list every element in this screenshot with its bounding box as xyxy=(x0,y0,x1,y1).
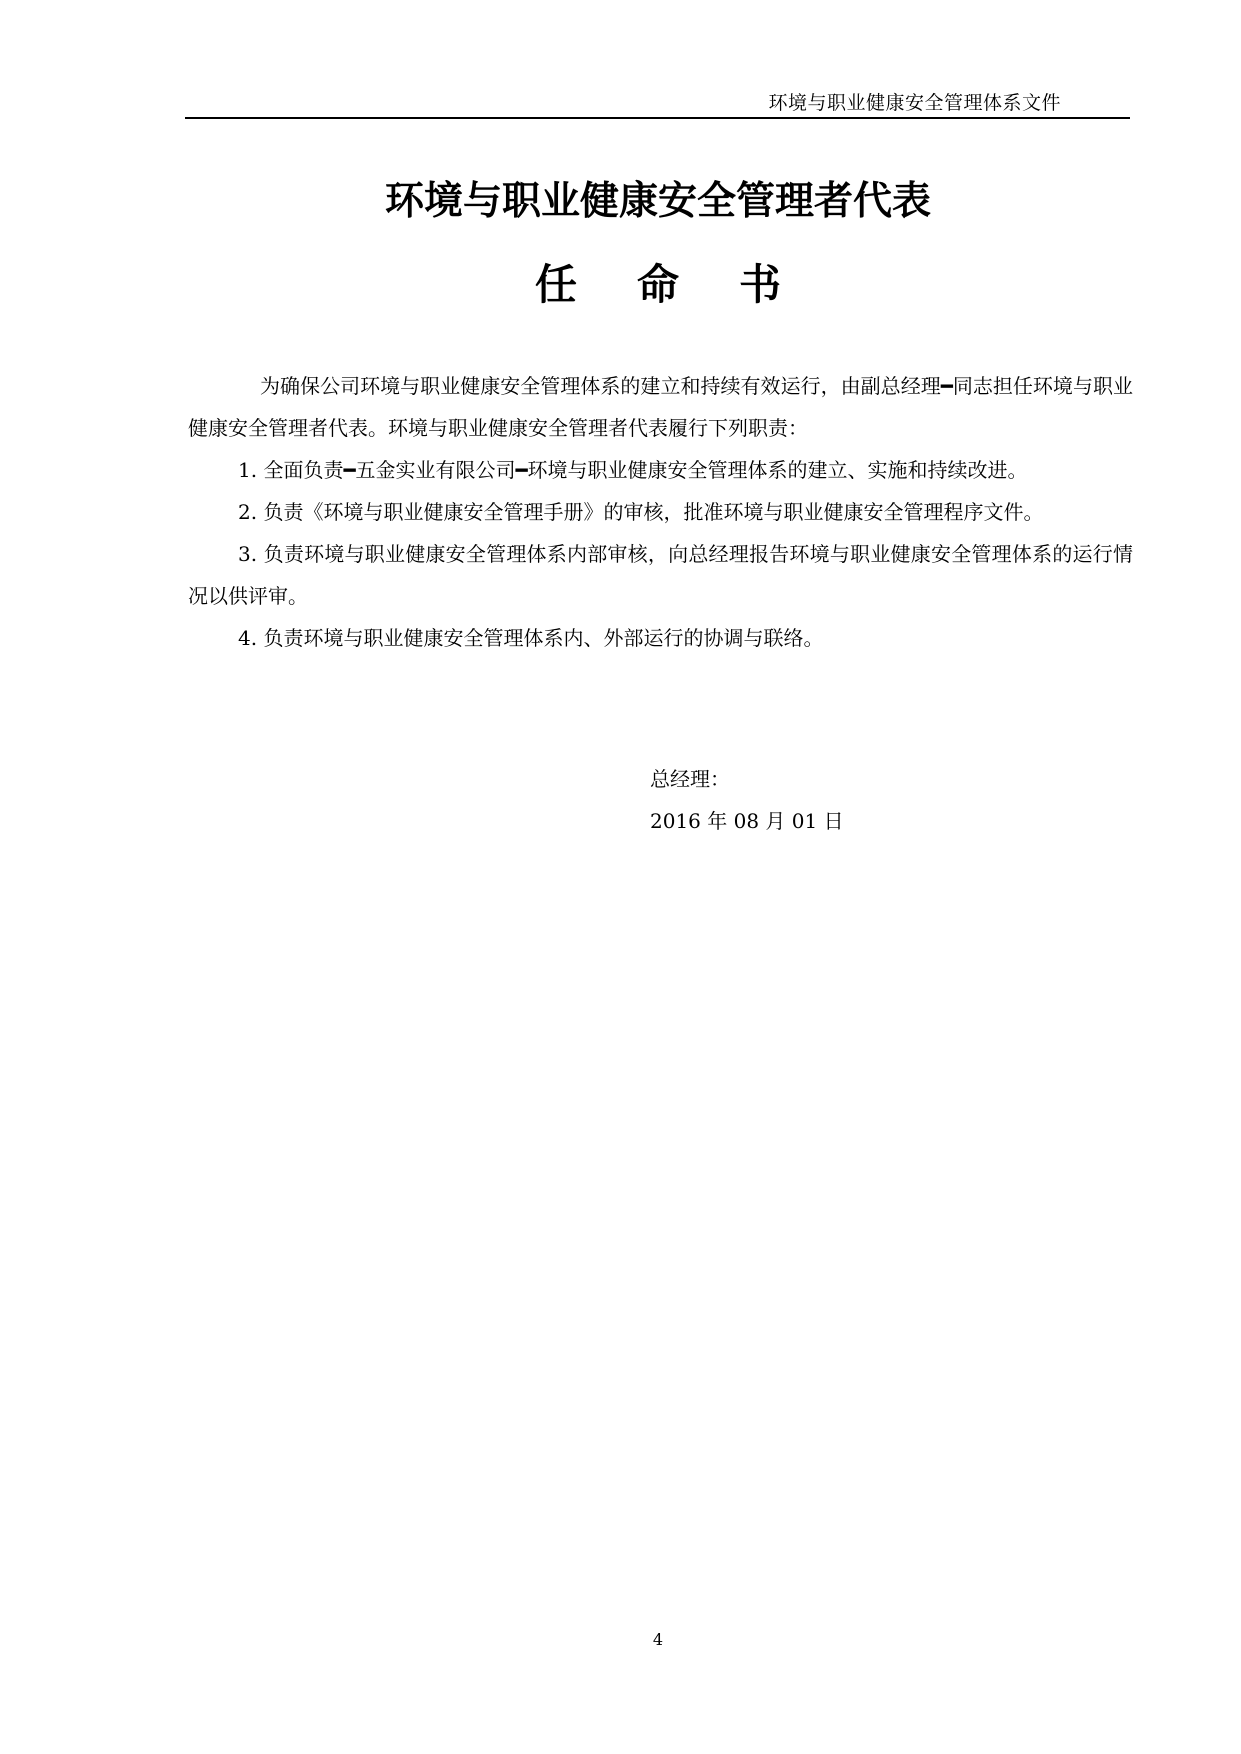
intro-paragraph: 为确保公司环境与职业健康安全管理体系的建立和持续有效运行，由副总经理━同志担任环境与职业健康安全管理者代表。环境与职业健康安全管理者代表履行下列职责： xyxy=(188,374,1133,440)
header-divider xyxy=(185,117,1130,119)
signature-date: 2016 年 08 月 01 日 xyxy=(650,809,844,833)
signature-block xyxy=(650,758,844,842)
duty-item-4: 4. 负责环境与职业健康安全管理体系内、外部运行的协调与联络。 xyxy=(238,626,824,650)
document-subtitle: 任命书 xyxy=(534,260,841,309)
duty-item-1: 1. 全面负责━五金实业有限公司━环境与职业健康安全管理体系的建立、实施和持续改进。 xyxy=(238,458,1028,482)
duty-item-3: 3. 负责环境与职业健康安全管理体系内部审核，向总经理报告环境与职业健康安全管理体系的运行情况以供评审。 xyxy=(188,542,1133,608)
running-header: 环境与职业健康安全管理体系文件 xyxy=(768,92,1061,114)
document-body xyxy=(188,365,1133,659)
duty-item-2: 2. 负责《环境与职业健康安全管理手册》的审核，批准环境与职业健康安全管理程序文件。 xyxy=(238,500,1044,524)
document-title: 环境与职业健康安全管理者代表 xyxy=(384,179,931,224)
signature-label: 总经理： xyxy=(650,767,730,791)
page-number: 4 xyxy=(652,1630,664,1649)
